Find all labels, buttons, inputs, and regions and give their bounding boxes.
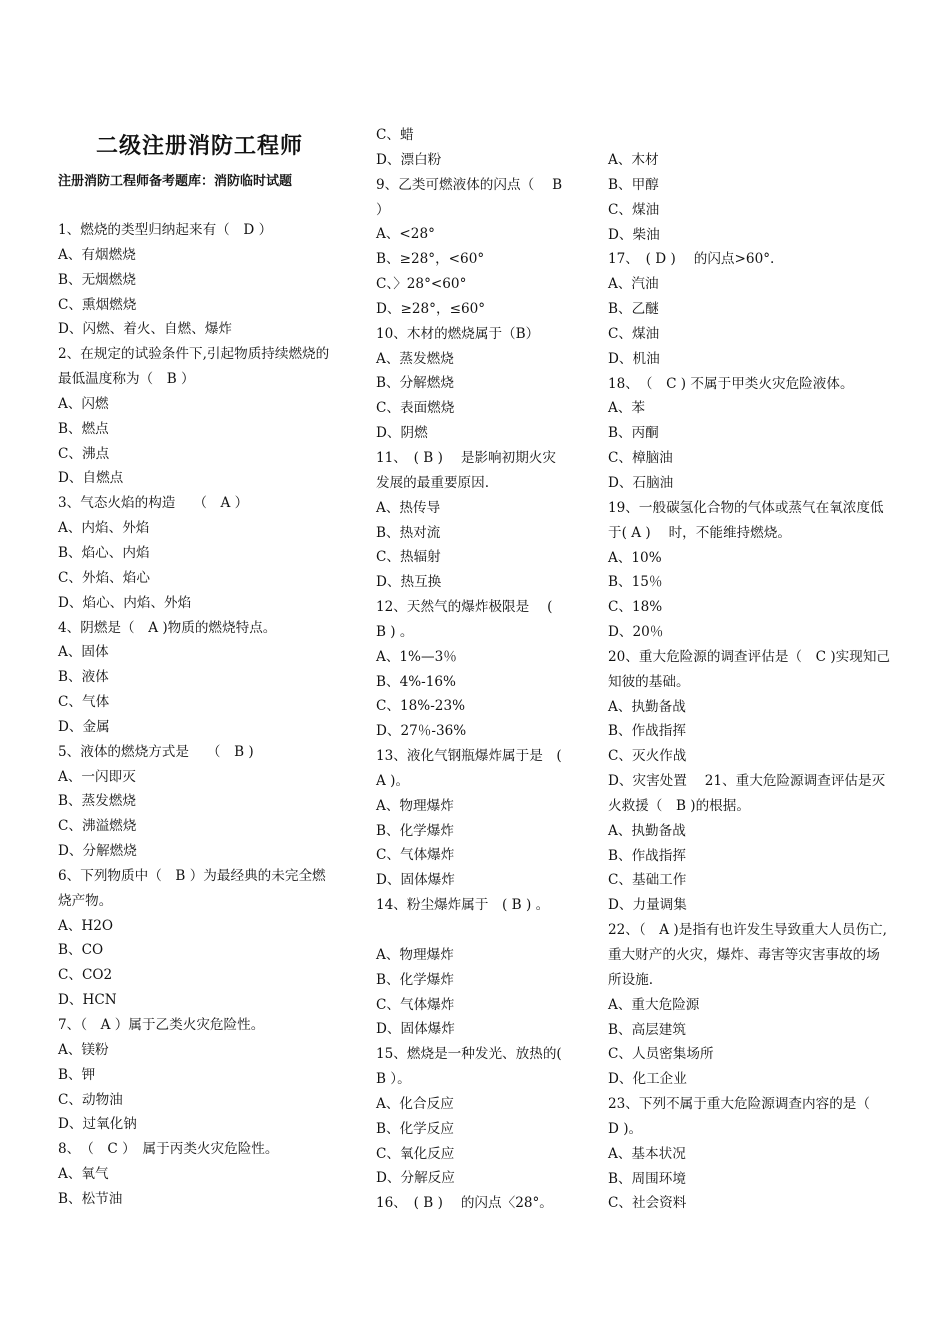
text-line: 3、气态火焰的构造 （ A ） <box>58 495 249 512</box>
text-line: 23、下列不属于重大危险源调查内容的是（ <box>608 1096 870 1113</box>
text-line: C、18%-23% <box>376 698 466 715</box>
text-line: A、一闪即灭 <box>58 768 136 785</box>
text-line: 8、 （ C ） 属于丙类火灾危险性。 <box>58 1141 279 1158</box>
text-line: A、有烟燃烧 <box>58 246 136 263</box>
blank-line <box>376 918 586 943</box>
text-line: A、氧气 <box>58 1166 109 1183</box>
text-line: C、CO2 <box>58 967 113 984</box>
text-line: B、化学爆炸 <box>376 971 454 988</box>
text-line: C、气体爆炸 <box>376 847 455 864</box>
text-line: B、15％ <box>608 574 663 591</box>
text-line: C、18% <box>608 599 663 616</box>
text-line: B ）。 <box>376 1071 411 1088</box>
text-line: B、丙酮 <box>608 425 659 442</box>
text-line: 重大财产的火灾，爆炸、毒害等灾害事故的场 <box>608 947 880 963</box>
text-line: C、沸点 <box>58 445 110 462</box>
text-line: B、分解燃烧 <box>376 375 454 392</box>
text-line: ） <box>376 201 390 218</box>
text-line: B、无烟燃烧 <box>58 271 136 288</box>
question-column-middle <box>376 123 586 1216</box>
text-line: B、高层建筑 <box>608 1021 686 1038</box>
text-line: B、4%-16% <box>376 673 456 690</box>
text-line: D、热互换 <box>376 574 442 591</box>
text-line: D、过氧化钠 <box>58 1116 137 1133</box>
text-line: 9、乙类可燃液体的闪点（ B <box>376 176 563 193</box>
text-line: 于( A ) 时，不能维持燃烧。 <box>608 524 791 541</box>
text-line: A )。 <box>376 772 410 789</box>
text-line: A、1%—3％ <box>376 648 457 665</box>
text-line: D、力量调集 <box>608 897 687 914</box>
text-line: D、≥28°，≤60° <box>376 300 486 317</box>
text-line: B、燃点 <box>58 420 109 437</box>
text-line: 6、下列物质中（ B ）为最经典的未完全燃 <box>58 867 326 884</box>
text-line: B、焰心、内焰 <box>58 544 150 561</box>
text-line: 烧产物。 <box>58 892 113 909</box>
text-line: B、钾 <box>58 1066 96 1083</box>
text-line: A、执勤备战 <box>608 822 686 839</box>
text-line: 2、在规定的试验条件下,引起物质持续燃烧的 <box>58 346 330 363</box>
text-line: 19、一般碳氢化合物的气体或蒸气在氧浓度低 <box>608 499 884 516</box>
text-line: D、机油 <box>608 350 660 367</box>
text-line: D、固体爆炸 <box>376 1021 455 1038</box>
text-line: C、蜡 <box>376 127 414 143</box>
text-line: 知彼的基础。 <box>608 673 690 690</box>
text-line: 11、 ( B ) 是影响初期火灾 <box>376 449 556 466</box>
text-line: C、沸溢燃烧 <box>58 818 137 835</box>
text-line: C、灭火作战 <box>608 748 687 765</box>
text-line: D )。 <box>608 1120 643 1137</box>
text-line: 22、（ A )是指有也许发生导致重大人员伤亡, <box>608 922 887 939</box>
text-line: D、分解燃烧 <box>58 843 137 860</box>
text-line: C、外焰、焰心 <box>58 569 150 586</box>
page-subtitle: 注册消防工程师备考题库：消防临时试题 <box>58 174 293 189</box>
text-line: D、焰心、内焰、外焰 <box>58 594 192 611</box>
text-line: A、H2O <box>58 917 114 934</box>
text-line: D、27％-36% <box>376 723 467 740</box>
text-line: D、闪燃、着火、自燃、爆炸 <box>58 321 233 338</box>
question-column-right <box>608 148 918 1216</box>
text-line: D、自燃点 <box>58 470 124 487</box>
text-line: A、<28° <box>376 226 435 243</box>
text-line: C、氧化反应 <box>376 1145 455 1162</box>
text-line: A、重大危险源 <box>608 996 700 1013</box>
text-line: 7、（ A ）属于乙类火灾危险性。 <box>58 1017 265 1033</box>
text-line: 4、阴燃是（ A )物质的燃烧特点。 <box>58 619 277 636</box>
question-column-left <box>58 218 358 1212</box>
text-line: C、煤油 <box>608 325 660 342</box>
text-line: B、乙醚 <box>608 301 659 318</box>
text-line: D、阴燃 <box>376 425 428 442</box>
text-line: D、分解反应 <box>376 1170 455 1187</box>
text-line: 17、 ( D ) 的闪点>60°. <box>608 251 775 268</box>
text-line: 10、木材的燃烧属于（B） <box>376 325 540 342</box>
text-line: A、汽油 <box>608 276 659 293</box>
text-line: C、气体 <box>58 694 110 711</box>
text-line: B、CO <box>58 942 104 959</box>
text-line: D、漂白粉 <box>376 151 442 168</box>
text-line: A、化合反应 <box>376 1095 454 1112</box>
text-line: 20、重大危险源的调查评估是（ C )实现知己 <box>608 648 891 665</box>
text-line: C、动物油 <box>58 1091 123 1108</box>
text-line: 14、粉尘爆炸属于 ( B ) 。 <box>376 897 550 914</box>
text-line: A、蒸发燃烧 <box>376 350 454 367</box>
text-line: B、蒸发燃烧 <box>58 793 136 810</box>
text-line: C、樟脑油 <box>608 450 673 467</box>
text-line: 13、液化气钢瓶爆炸属于是 ( <box>376 748 562 765</box>
text-line: A、10% <box>608 549 662 566</box>
text-line: D、20％ <box>608 624 664 641</box>
text-line: B、甲醇 <box>608 176 659 193</box>
text-line: 18、 （ C ) 不属于甲类火灾危险液体。 <box>608 375 854 392</box>
text-line: C、气体爆炸 <box>376 996 455 1013</box>
text-line: B、松节油 <box>58 1190 123 1207</box>
text-line: 15、燃烧是一种发光、放热的( <box>376 1046 562 1063</box>
text-line: C、社会资料 <box>608 1195 687 1212</box>
text-line: C、热辐射 <box>376 549 441 566</box>
text-line: A、镁粉 <box>58 1041 109 1058</box>
text-line: D、柴油 <box>608 226 660 243</box>
text-line: 火救援（ B )的根据。 <box>608 797 750 814</box>
text-line: B、化学反应 <box>376 1120 454 1137</box>
text-line: C、基础工作 <box>608 872 687 889</box>
text-line: A、热传导 <box>376 499 441 516</box>
text-line: D、石脑油 <box>608 474 674 491</box>
text-line: 所设施. <box>608 971 654 988</box>
text-line: C、〉28°<60° <box>376 276 467 293</box>
text-line: 16、 ( B ) 的闪点〈28°。 <box>376 1195 553 1212</box>
text-line: D、化工企业 <box>608 1071 687 1088</box>
text-line: A、执勤备战 <box>608 698 686 715</box>
text-line: A、基本状况 <box>608 1145 686 1162</box>
text-line: D、固体爆炸 <box>376 872 455 889</box>
text-line: B、周围环境 <box>608 1170 686 1187</box>
text-line: A、木材 <box>608 152 659 168</box>
text-line: B、作战指挥 <box>608 723 686 740</box>
text-line: 发展的最重要原因. <box>376 474 490 491</box>
text-line: B ) 。 <box>376 623 414 640</box>
text-line: A、物理爆炸 <box>376 946 454 963</box>
text-line: 最低温度称为（ B ） <box>58 371 195 388</box>
text-line: A、苯 <box>608 400 646 417</box>
text-line: B、作战指挥 <box>608 847 686 864</box>
text-line: 12、天然气的爆炸极限是 ( <box>376 599 553 616</box>
text-line: B、液体 <box>58 669 109 686</box>
text-line: C、煤油 <box>608 201 660 218</box>
text-line: B、热对流 <box>376 524 441 541</box>
text-line: D、金属 <box>58 718 110 735</box>
text-line: A、固体 <box>58 644 109 661</box>
text-line: D、HCN <box>58 992 117 1009</box>
text-line: C、人员密集场所 <box>608 1046 714 1063</box>
text-line: B、≥28°，<60° <box>376 251 485 268</box>
text-line: B、化学爆炸 <box>376 822 454 839</box>
text-line: 1、燃烧的类型归纳起来有（ D ） <box>58 222 273 238</box>
text-line: C、熏烟燃烧 <box>58 296 137 313</box>
page-title: 二级注册消防工程师 <box>95 133 303 159</box>
text-line: A、物理爆炸 <box>376 797 454 814</box>
text-line: D、灾害处置 21、重大危险源调查评估是灭 <box>608 773 886 790</box>
text-line: A、闪燃 <box>58 395 109 412</box>
text-line: C、表面燃烧 <box>376 400 455 417</box>
text-line: A、内焰、外焰 <box>58 520 150 537</box>
text-line: 5、液体的燃烧方式是 （ B ) <box>58 743 254 760</box>
